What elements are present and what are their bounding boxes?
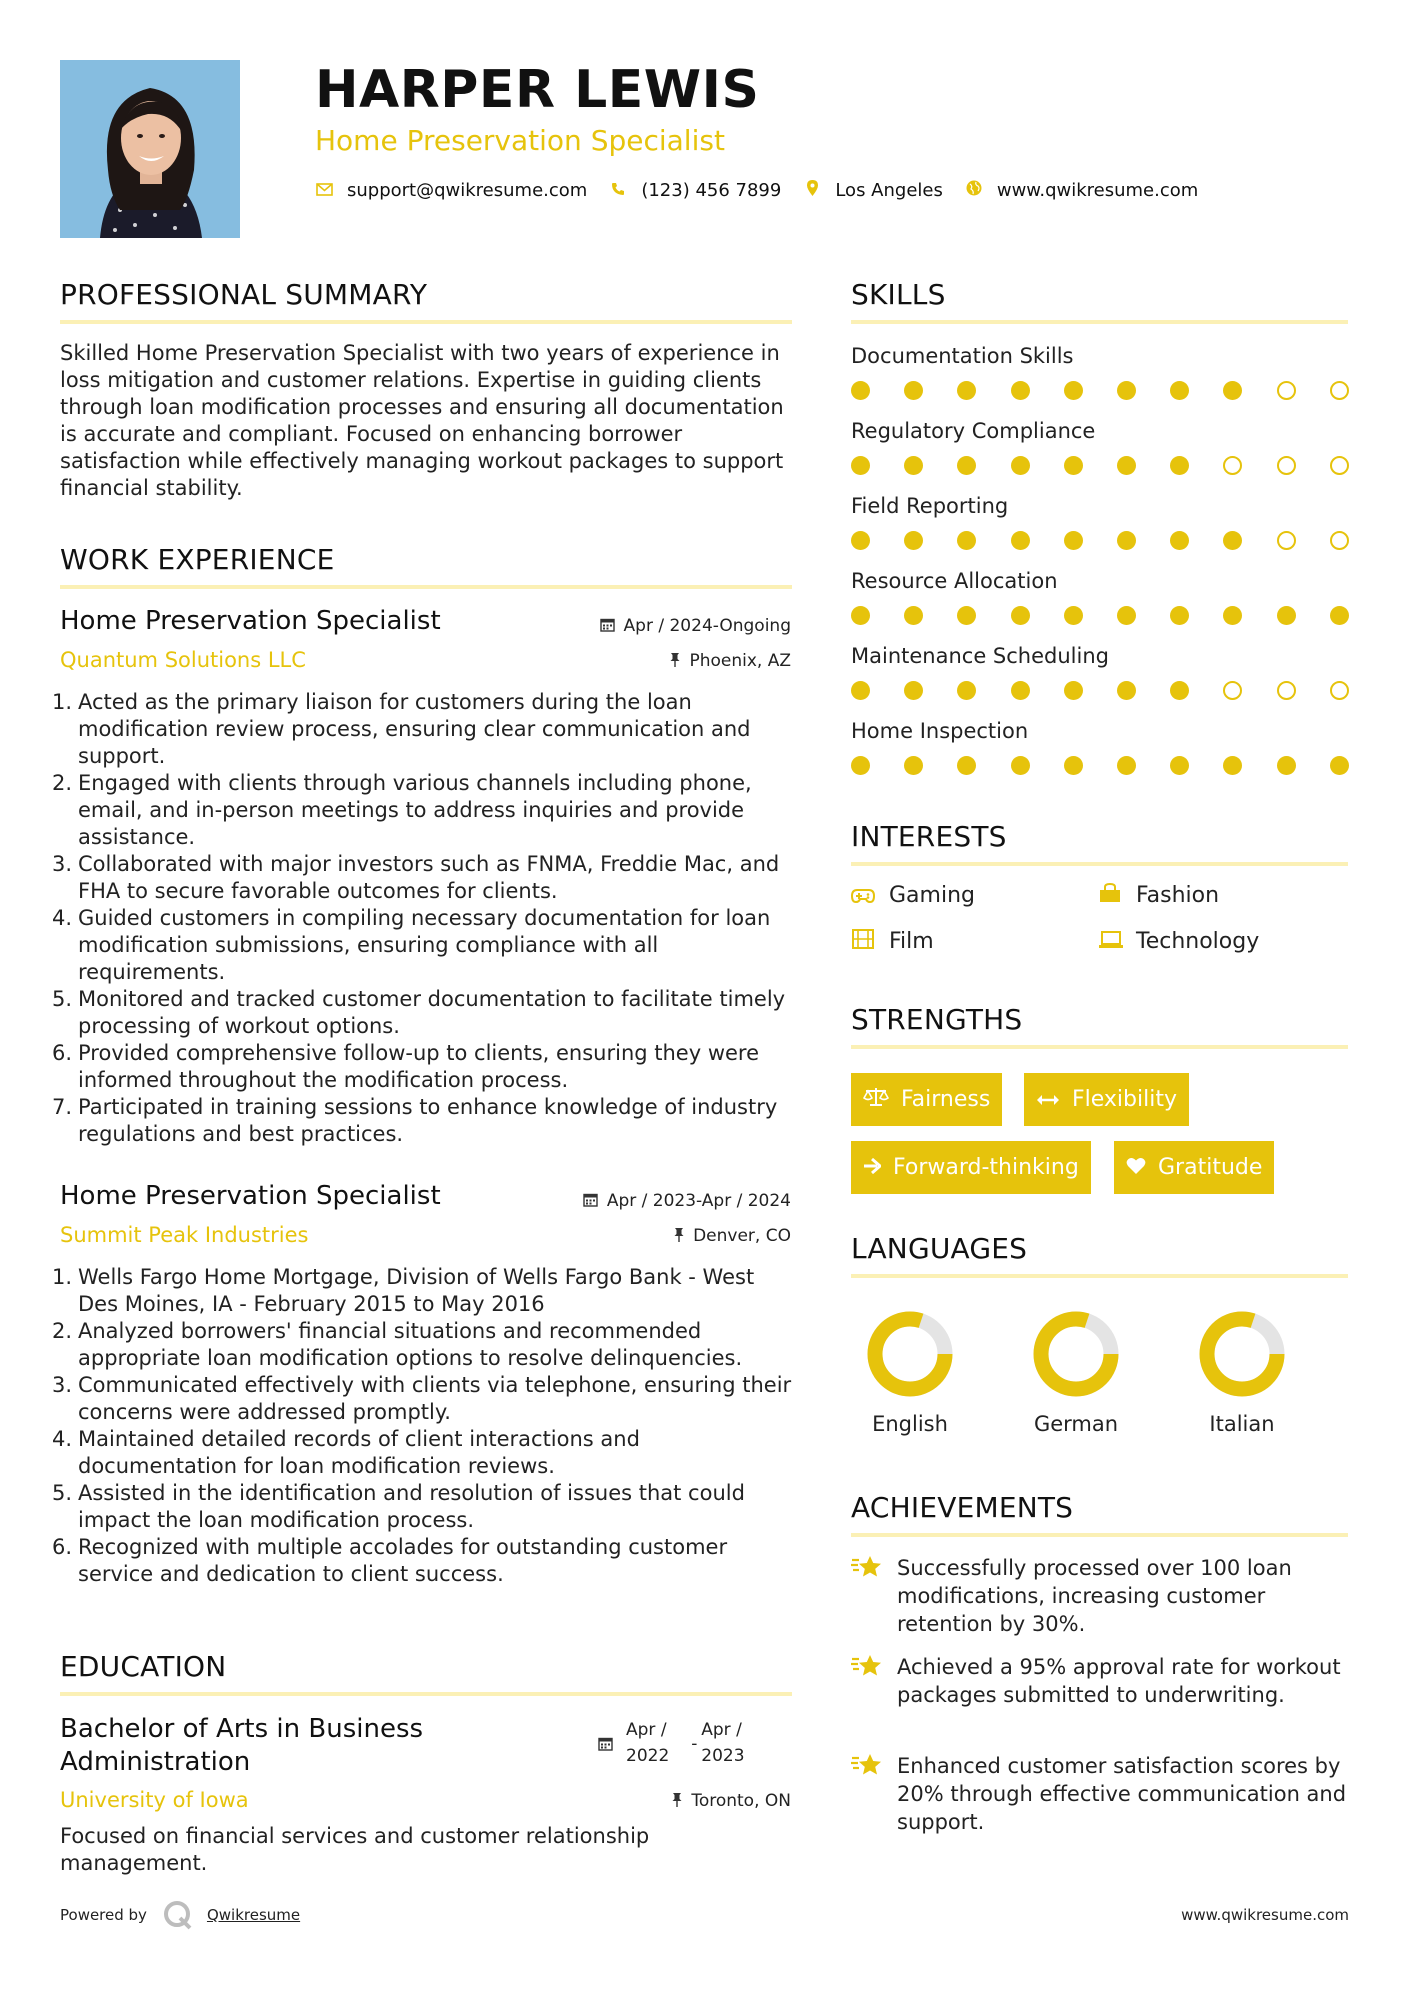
rating-dot-filled [851,531,870,550]
section-rule [851,1274,1348,1278]
candidate-name: HARPER LEWIS [315,60,760,120]
section-heading-achievements: ACHIEVEMENTS [851,1491,1074,1524]
language-item [1006,1310,1146,1436]
list-text: Assisted in the identification and resolution of issues that could impact the loan modification process. [78,1481,745,1532]
rating-dot-filled [1064,606,1083,625]
skill-name: Home Inspection [851,719,1029,743]
pushpin-icon [672,1792,682,1811]
list-number: 7. [52,1095,73,1119]
achievement-text: Successfully processed over 100 loan modifications, increasing customer retention by 30%. [897,1556,1292,1636]
calendar-icon [598,1733,613,1769]
strength-tag [851,1141,1091,1194]
rating-dot-filled [904,606,923,625]
job-date-text: Apr / 2023-Apr / 2024 [606,1191,791,1211]
footer-website[interactable]: www.qwikresume.com [1181,1906,1349,1924]
rating-dot-filled [1011,756,1030,775]
rating-dot-filled [904,756,923,775]
rating-dot-filled [1011,456,1030,475]
interest-label: Gaming [889,883,975,908]
skill-rating [851,606,1351,628]
list-item [52,986,797,1040]
rating-dot-filled [1064,756,1083,775]
rating-dot-empty [1330,681,1349,700]
rating-dot-empty [1277,381,1296,400]
list-number: 1. [52,1265,73,1289]
job-location [670,651,791,671]
list-number: 6. [52,1535,73,1559]
rating-dot-filled [851,456,870,475]
language-label: German [1033,1412,1119,1436]
rating-dot-filled [1011,606,1030,625]
language-label: English [872,1412,948,1436]
rating-dot-filled [904,381,923,400]
rating-dot-filled [1277,756,1296,775]
rating-dot-filled [1223,606,1242,625]
list-number: 2. [52,1319,73,1343]
footer-powered-by [60,1900,300,1930]
section-rule [851,1045,1348,1049]
list-text: Monitored and tracked customer documentation to facilitate timely processing of workout options. [78,987,786,1038]
rating-dot-filled [851,381,870,400]
rating-dot-empty [1277,456,1296,475]
job-responsibilities [52,1264,797,1588]
envelope-icon [315,181,333,201]
interest-item [1098,929,1259,954]
contact-phone[interactable] [609,180,781,201]
language-item [840,1310,980,1436]
job-location-text: Phoenix, AZ [689,651,791,671]
rating-dot-filled [1011,681,1030,700]
job-date-text: Apr / 2024-Ongoing [623,616,791,636]
section-heading-skills: SKILLS [851,278,946,311]
rating-dot-filled [851,606,870,625]
contact-email[interactable] [315,180,587,201]
laptop-icon [1098,930,1122,954]
achievement-text: Enhanced customer satisfaction scores by 20% through effective communication and support. [897,1754,1347,1834]
rating-dot-filled [1117,606,1136,625]
rating-dot-filled [957,606,976,625]
phone-text: (123) 456 7899 [641,180,782,201]
interest-item [1098,883,1219,908]
achievement-item [851,1554,1351,1638]
strength-tag [1024,1073,1189,1126]
rating-dot-filled [1170,381,1189,400]
interest-label: Fashion [1136,883,1220,908]
job-title: Home Preservation Specialist [60,606,441,636]
list-number: 2. [52,771,73,795]
education-start [626,1717,669,1769]
date-separator: - [691,1734,698,1754]
rating-dot-filled [1117,456,1136,475]
pushpin-icon [670,652,680,671]
rating-dot-filled [1170,756,1189,775]
rating-dot-empty [1277,681,1296,700]
section-rule [60,1692,792,1696]
rating-dot-filled [957,381,976,400]
rating-dot-empty [1223,456,1242,475]
rating-dot-filled [1064,381,1083,400]
list-number: 5. [52,987,73,1011]
list-item [52,689,797,770]
rating-dot-filled [851,756,870,775]
education-start-year: 2022 [626,1746,670,1766]
gamepad-icon [851,884,875,908]
interest-item [851,883,975,908]
list-item [52,1318,797,1372]
rating-dot-empty [1277,531,1296,550]
rating-dot-filled [1117,531,1136,550]
list-item [52,1480,797,1534]
rating-dot-filled [1064,681,1083,700]
location-text: Los Angeles [835,180,943,201]
arrows-horizontal-icon [1036,1088,1060,1112]
list-item [52,770,797,851]
rating-dot-filled [904,456,923,475]
calendar-icon [600,617,615,636]
skill-name: Maintenance Scheduling [851,644,1109,668]
section-heading-experience: WORK EXPERIENCE [60,543,335,576]
job-date [583,1191,791,1211]
achievement-item [851,1752,1351,1836]
education-description: Focused on financial services and customer relationship management. [60,1824,650,1875]
rating-dot-filled [1064,456,1083,475]
list-item [52,1534,797,1588]
list-text: Collaborated with major investors such as FNMA, Freddie Mac, and FHA to secure favorable outcomes for clients. [78,852,780,903]
contact-website[interactable] [965,180,1198,201]
school-location [672,1791,791,1811]
star-icon [851,1554,897,1638]
list-item [52,1426,797,1480]
job-title: Home Preservation Specialist [60,1181,441,1211]
heart-icon [1126,1156,1146,1180]
section-rule [851,320,1348,324]
rating-dot-filled [1277,606,1296,625]
education-end-month: Apr / [701,1720,742,1740]
candidate-title: Home Preservation Specialist [315,124,725,157]
contact-bar [315,180,1220,201]
rating-dot-filled [904,681,923,700]
globe-icon [965,180,983,201]
list-number: 3. [52,852,73,876]
list-item [52,1040,797,1094]
shopping-bag-icon [1098,883,1122,908]
degree-title: Bachelor of Arts in Business Administration [60,1714,424,1777]
skill-rating [851,531,1351,553]
list-number: 5. [52,1481,73,1505]
section-heading-strengths: STRENGTHS [851,1003,1023,1036]
phone-icon [609,181,627,201]
skill-name: Documentation Skills [851,344,1074,368]
list-number: 1. [52,690,73,714]
school-name: University of Iowa [60,1788,249,1812]
language-level-donut [1198,1310,1286,1398]
section-rule [851,1533,1348,1537]
list-text: Acted as the primary liaison for customers during the loan modification review process, ensuring clear communication and support. [78,690,751,768]
education-dates [598,1717,745,1769]
strength-tag [1114,1141,1274,1194]
section-rule [851,862,1348,866]
list-text: Recognized with multiple accolades for outstanding customer service and dedication to client success. [78,1535,728,1586]
section-rule [60,320,792,324]
achievement-item [851,1653,1351,1709]
strength-label: Fairness [901,1087,991,1112]
rating-dot-filled [851,681,870,700]
profile-photo [60,60,240,238]
star-icon [851,1653,897,1709]
education-end [691,1717,745,1769]
job-location-text: Denver, CO [693,1226,791,1246]
professional-summary: Skilled Home Preservation Specialist with two years of experience in loss mitigation and customer relations. Expertise in guiding clients through loan modification processes and ensuring all documentation is accurate and compliant. Focused on enhancing borrower satisfaction while effectively managing workout packages to support financial stability. [60,341,784,500]
strength-label: Forward-thinking [893,1155,1079,1180]
skill-name: Regulatory Compliance [851,419,1096,443]
list-item [52,851,797,905]
rating-dot-filled [1117,381,1136,400]
list-item [52,1094,797,1148]
rating-dot-filled [1117,756,1136,775]
rating-dot-filled [1223,756,1242,775]
rating-dot-filled [1330,606,1349,625]
qwikresume-logo-icon [163,1900,193,1930]
list-number: 3. [52,1373,73,1397]
language-level-donut [1032,1310,1120,1398]
rating-dot-filled [1223,381,1242,400]
rating-dot-empty [1330,531,1349,550]
job-company: Quantum Solutions LLC [60,648,306,672]
interest-label: Film [889,929,934,954]
achievement-text: Achieved a 95% approval rate for workout packages submitted to underwriting. [897,1655,1341,1707]
section-rule [60,585,792,589]
rating-dot-empty [1223,681,1242,700]
list-text: Guided customers in compiling necessary documentation for loan modification submissions, ensuring compliance with all requirements. [78,906,771,984]
rating-dot-filled [1170,456,1189,475]
skill-rating [851,756,1351,778]
balance-scale-icon [863,1087,889,1112]
rating-dot-filled [1170,606,1189,625]
website-text: www.qwikresume.com [996,180,1199,201]
rating-dot-filled [1223,531,1242,550]
qwikresume-link[interactable]: Qwikresume [206,1906,301,1924]
language-label: Italian [1209,1412,1275,1436]
star-icon [851,1752,897,1836]
rating-dot-filled [957,756,976,775]
rating-dot-empty [1330,381,1349,400]
film-icon [851,929,875,954]
skill-name: Resource Allocation [851,569,1058,593]
pushpin-icon [674,1227,684,1246]
rating-dot-filled [957,531,976,550]
language-level-donut [866,1310,954,1398]
rating-dot-filled [1330,756,1349,775]
rating-dot-filled [904,531,923,550]
skill-name: Field Reporting [851,494,1009,518]
email-text: support@qwikresume.com [347,180,588,201]
section-heading-languages: LANGUAGES [851,1232,1028,1265]
job-responsibilities [52,689,797,1148]
education-end-year: 2023 [701,1746,745,1766]
skill-rating [851,381,1351,403]
strength-label: Flexibility [1072,1087,1177,1112]
arrow-right-icon [863,1156,881,1180]
rating-dot-filled [1064,531,1083,550]
contact-location [803,180,943,201]
list-item [52,905,797,986]
list-text: Communicated effectively with clients via telephone, ensuring their concerns were addressed promptly. [78,1373,792,1424]
rating-dot-filled [957,456,976,475]
rating-dot-filled [1117,681,1136,700]
list-text: Engaged with clients through various channels including phone, email, and in-person meetings to address inquiries and provide assistance. [78,771,752,849]
section-heading-education: EDUCATION [60,1650,227,1683]
job-location [674,1226,791,1246]
rating-dot-filled [1011,531,1030,550]
job-company: Summit Peak Industries [60,1223,309,1247]
rating-dot-empty [1330,456,1349,475]
education-start-month: Apr / [626,1720,667,1740]
rating-dot-filled [1170,681,1189,700]
calendar-icon [583,1192,598,1211]
map-pin-icon [803,180,821,201]
list-number: 6. [52,1041,73,1065]
section-heading-interests: INTERESTS [851,820,1007,853]
list-text: Analyzed borrowers' financial situations and recommended appropriate loan modification options to resolve delinquencies. [78,1319,743,1370]
strength-label: Gratitude [1158,1155,1263,1180]
strength-tag [851,1073,1002,1126]
list-text: Maintained detailed records of client interactions and documentation for loan modification reviews. [78,1427,640,1478]
job-date [600,616,791,636]
list-number: 4. [52,906,73,930]
powered-by-text: Powered by [60,1906,147,1924]
list-item [52,1264,797,1318]
rating-dot-filled [957,681,976,700]
list-text: Participated in training sessions to enhance knowledge of industry regulations and best practices. [78,1095,778,1146]
interest-label: Technology [1136,929,1260,954]
language-item [1172,1310,1312,1436]
list-number: 4. [52,1427,73,1451]
interest-item [851,929,934,954]
section-heading-summary: PROFESSIONAL SUMMARY [60,278,428,311]
list-text: Provided comprehensive follow-up to clients, ensuring they were informed throughout the modification process. [78,1041,760,1092]
rating-dot-filled [1011,381,1030,400]
skill-rating [851,456,1351,478]
rating-dot-filled [1170,531,1189,550]
list-text: Wells Fargo Home Mortgage, Division of Wells Fargo Bank - West Des Moines, IA - February 2015 to May 2016 [78,1265,755,1316]
list-item [52,1372,797,1426]
skill-rating [851,681,1351,703]
school-location-text: Toronto, ON [691,1791,791,1811]
